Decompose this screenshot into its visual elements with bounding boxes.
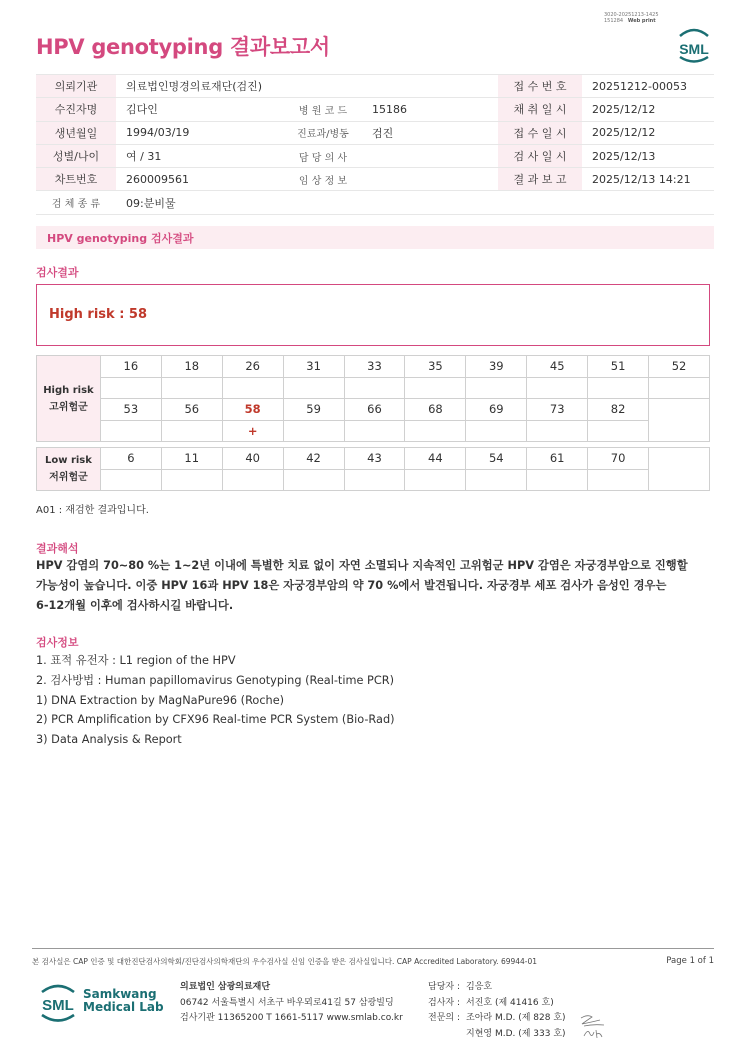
svg-text:SML: SML [42, 997, 74, 1014]
sml-logo [674, 26, 714, 64]
info-label: 결 과 보 고 [498, 168, 582, 191]
sml-logo-footer [36, 980, 80, 1030]
info-row [36, 75, 714, 98]
genotype-result-cell [527, 420, 588, 442]
info-label: 진료과/병동 [284, 121, 362, 144]
genotype-result-row [37, 469, 710, 491]
genotype-cell: 45 [527, 356, 588, 378]
print-code: 3020-20251213-1425 151284 Web print [604, 12, 659, 24]
info-value: 검진 [362, 121, 498, 144]
interpretation-text: HPV 감염의 70~80 %는 1~2년 이내에 특별한 치료 없이 자연 소멸되나 지속적인 고위험군 HPV 감염은 자궁경부암으로 진행할 가능성이 높습니다. 이중 HPV 16과 HPV 18은 자궁경부암의 약 70 %에서 발견됩니다. 자궁경부 세포 검사가 음성인 경우는 6-12개월 이후에 검사하시길 바랍니다. [36, 559, 688, 612]
section-title: HPV genotyping 검사결과 [36, 226, 714, 249]
info-row [36, 191, 714, 214]
info-row [36, 121, 714, 144]
genotype-cell: 56 [161, 399, 222, 421]
genotype-cell: 52 [649, 356, 710, 378]
genotype-result-cell: + [222, 420, 283, 442]
lab-name: Samkwang Medical Lab [83, 987, 164, 1014]
staff-list: 담당자 : 김응호 검사자 : 서진호 (제 41416 호) 전문의 : 조아라 M.D. (제 828 호) 지현영 M.D. (제 333 호) [428, 982, 566, 1039]
genotype-cell: 11 [161, 448, 222, 470]
genotype-cell: 39 [466, 356, 527, 378]
genotype-cell: 54 [466, 448, 527, 470]
genotype-cell: 82 [588, 399, 649, 421]
genotype-cell: 16 [100, 356, 161, 378]
genotype-result-cell [588, 420, 649, 442]
genotype-result-cell [283, 469, 344, 491]
info-label: 접 수 일 시 [498, 121, 582, 144]
info-value [362, 168, 498, 191]
genotype-cell: 33 [344, 356, 405, 378]
info-label: 생년월일 [36, 121, 116, 144]
genotype-cell: 44 [405, 448, 466, 470]
lab-address: 의료법인 삼광의료재단 06742 서울특별시 서초구 바우뫼로41길 57 삼광빌딩 검사기관 11365200 T 1661-5117 www.smlab.co.kr [180, 982, 403, 1023]
genotype-cell: 35 [405, 356, 466, 378]
footer-divider [32, 948, 714, 949]
info-value: 2025/12/12 [582, 98, 714, 121]
info-label: 검 체 종 류 [36, 191, 116, 214]
high-risk-table [36, 355, 710, 442]
page-number: Page 1 of 1 [666, 956, 714, 966]
interpretation-heading: 결과해석 [36, 542, 79, 555]
info-label: 차트번호 [36, 168, 116, 191]
genotype-result-cell [405, 377, 466, 399]
info-row [36, 168, 714, 191]
info-label: 수진자명 [36, 98, 116, 121]
genotype-cell: 61 [527, 448, 588, 470]
test-info-line: 1) DNA Extraction by MagNaPure96 (Roche) [36, 693, 285, 707]
info-value: 20251212-00053 [582, 75, 714, 98]
info-label: 성별/나이 [36, 144, 116, 167]
genotype-result-cell [588, 469, 649, 491]
patient-info-table [36, 74, 714, 215]
genotype-cell: 31 [283, 356, 344, 378]
genotype-cell: 68 [405, 399, 466, 421]
genotype-cell: 70 [588, 448, 649, 470]
genotype-result-row [37, 377, 710, 399]
genotype-result-cell [405, 420, 466, 442]
genotype-result-cell [527, 469, 588, 491]
info-value: 의료법인명경의료재단(검진) [116, 75, 498, 98]
risk-group-label [37, 356, 101, 442]
genotype-result-cell [161, 420, 222, 442]
info-value: 김다인 [116, 98, 284, 121]
signature-image [578, 1012, 608, 1044]
genotype-cell: 69 [466, 399, 527, 421]
genotype-cell: 43 [344, 448, 405, 470]
info-label: 채 취 일 시 [498, 98, 582, 121]
genotype-cell: 53 [100, 399, 161, 421]
info-label: 병 원 코 드 [284, 98, 362, 121]
genotype-result-cell [161, 377, 222, 399]
info-value: 1994/03/19 [116, 121, 284, 144]
genotype-cell: 42 [283, 448, 344, 470]
svg-text:SML: SML [679, 41, 709, 57]
genotype-cell: 66 [344, 399, 405, 421]
genotype-result-cell [466, 420, 527, 442]
info-value: 2025/12/13 [582, 144, 714, 167]
genotype-cell: 26 [222, 356, 283, 378]
retest-note: A01 : 재검한 결과입니다. [36, 505, 149, 516]
info-label: 접 수 번 호 [498, 75, 582, 98]
genotype-result-cell [283, 420, 344, 442]
genotype-cell: 51 [588, 356, 649, 378]
info-value: 260009561 [116, 168, 284, 191]
info-value: 15186 [362, 98, 498, 121]
genotype-result-cell [588, 377, 649, 399]
result-heading: 검사결과 [36, 266, 79, 279]
info-label: 임 상 정 보 [284, 168, 362, 191]
info-value: 여 / 31 [116, 144, 284, 167]
info-value: 2025/12/13 14:21 [582, 168, 714, 191]
risk-group-label-ko: 저위험군 [49, 472, 88, 483]
genotype-cell: 59 [283, 399, 344, 421]
genotype-result-cell [344, 377, 405, 399]
genotype-cell: 58 [222, 399, 283, 421]
genotype-result-cell [466, 469, 527, 491]
low-risk-table [36, 447, 710, 491]
risk-group-label-ko: 고위험군 [49, 401, 88, 413]
genotype-row [37, 448, 710, 470]
genotype-result-cell [649, 377, 710, 399]
genotype-cell: 6 [100, 448, 161, 470]
info-label: 의뢰기관 [36, 75, 116, 98]
empty-cell [649, 448, 710, 491]
info-value: 2025/12/12 [582, 121, 714, 144]
risk-group-label [37, 448, 101, 491]
genotype-result-cell [100, 420, 161, 442]
report-title: HPV genotyping 결과보고서 [36, 35, 330, 59]
genotype-result-cell [527, 377, 588, 399]
info-row [36, 98, 714, 121]
genotype-result-cell [222, 377, 283, 399]
genotype-cell: 40 [222, 448, 283, 470]
risk-group-label-en: Low risk [44, 455, 92, 466]
genotype-cell: 73 [527, 399, 588, 421]
genotype-result-cell [283, 377, 344, 399]
genotype-result-cell [100, 377, 161, 399]
info-row [36, 144, 714, 167]
test-info-line: 2. 검사방법 : Human papillomavirus Genotyping (Real-time PCR) [36, 673, 394, 687]
genotype-result-cell [405, 469, 466, 491]
test-info-list [36, 651, 395, 750]
test-info-line: 1. 표적 유전자 : L1 region of the HPV [36, 654, 236, 667]
info-label: 담 당 의 사 [284, 144, 362, 167]
info-label: 검 사 일 시 [498, 144, 582, 167]
empty-cell [649, 399, 710, 442]
info-value: 09:분비물 [116, 191, 714, 214]
info-value [362, 144, 498, 167]
genotype-row [37, 399, 710, 421]
risk-group-label-en: High risk [43, 384, 94, 396]
result-summary: High risk : 58 [36, 284, 710, 346]
genotype-result-cell [466, 377, 527, 399]
test-info-line: 2) PCR Amplification by CFX96 Real-time PCR System (Bio-Rad) [36, 713, 395, 727]
genotype-result-row [37, 420, 710, 442]
genotype-row [37, 356, 710, 378]
genotype-result-cell [100, 469, 161, 491]
genotype-result-cell [161, 469, 222, 491]
genotype-result-cell [344, 469, 405, 491]
test-info-line: 3) Data Analysis & Report [36, 733, 182, 747]
genotype-result-cell [222, 469, 283, 491]
certification-note: 본 검사실은 CAP 인증 및 대한진단검사의학회/진단검사의학재단의 우수검사실 신임 인증을 받은 검사실입니다. CAP Accredited Laboratory. 69944-01 [32, 957, 538, 966]
genotype-result-cell [344, 420, 405, 442]
test-info-heading: 검사정보 [36, 636, 79, 649]
genotype-cell: 18 [161, 356, 222, 378]
